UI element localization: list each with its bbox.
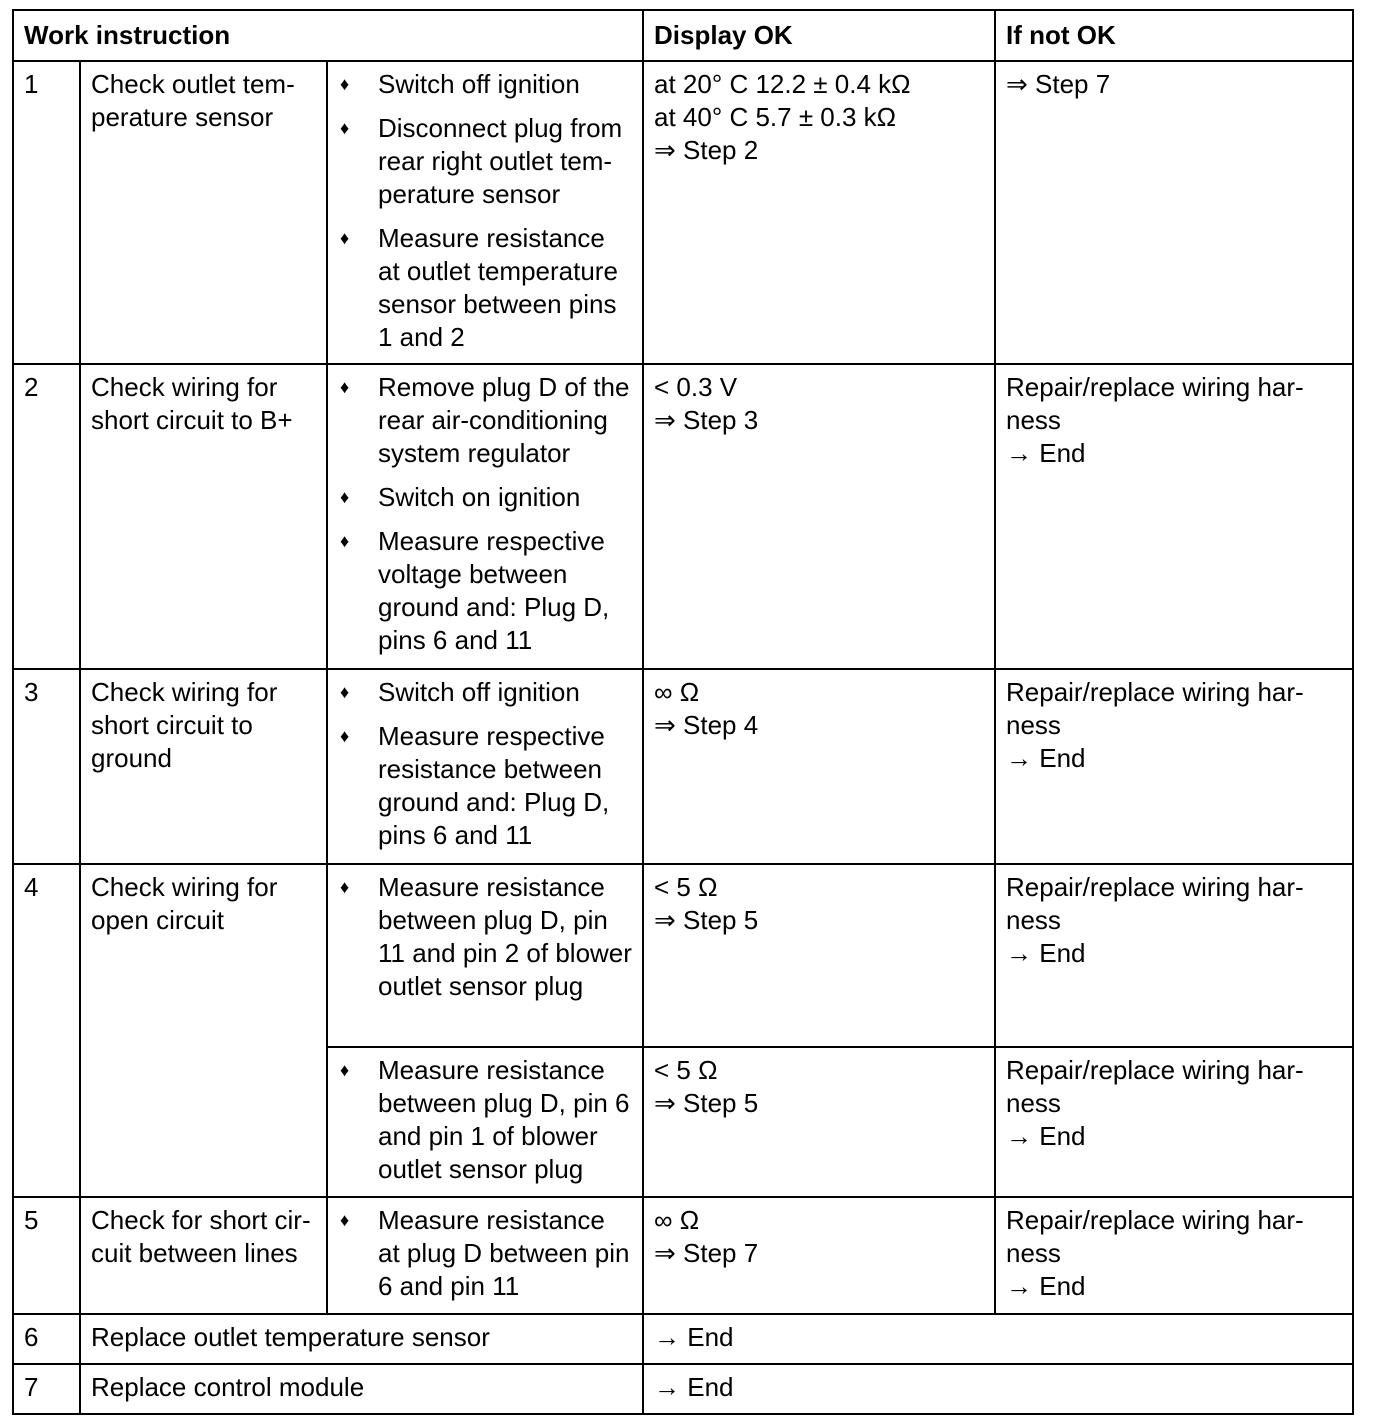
procedure-table	[12, 9, 1354, 1415]
instruction-item: ♦ Measure resistance between plug D, pin 6 and pin 1 of blower outlet sensor plug	[340, 1055, 630, 1184]
if-not-ok-value: ⇒ Step 7	[995, 61, 1353, 364]
step-instructions	[327, 61, 643, 364]
step-description: Check wiring for short circuit to ground	[80, 669, 327, 864]
instruction-item: ♦ Measure resistance between plug D, pin 11 and pin 2 of blower outlet sensor plug	[340, 872, 632, 1001]
instruction-item: ♦ Measure resistance at plug D between pin 6 and pin 11	[340, 1205, 630, 1301]
step-number: 5	[13, 1197, 80, 1314]
step-number: 3	[13, 669, 80, 864]
display-ok-value: ∞ Ω ⇒ Step 7	[643, 1197, 995, 1314]
step-description: Check wiring for open circuit	[80, 864, 327, 1197]
display-ok-value: at 20° C 12.2 ± 0.4 kΩ at 40° C 5.7 ± 0.3 kΩ ⇒ Step 2	[643, 61, 995, 364]
display-ok-value: ∞ Ω ⇒ Step 4	[643, 669, 995, 864]
display-ok-value: < 5 Ω ⇒ Step 5	[643, 1047, 995, 1197]
instruction-item: ♦ Switch on ignition	[340, 482, 581, 512]
header-display-ok: Display OK	[643, 10, 995, 61]
instruction-item: ♦ Measure respective voltage between ground and: Plug D, pins 6 and 11	[340, 526, 610, 655]
diamond-bullet-icon: ♦	[340, 1210, 350, 1230]
display-ok-value: < 5 Ω ⇒ Step 5	[643, 864, 995, 1047]
step-description: Check wiring for short circuit to B+	[80, 364, 327, 669]
step-row-3	[13, 669, 1353, 864]
if-not-ok-value: Repair/replace wiring har- ness → End	[995, 364, 1353, 669]
header-work-instruction: Work instruction	[13, 10, 643, 61]
step-row-7	[13, 1364, 1353, 1414]
diamond-bullet-icon: ♦	[340, 74, 350, 94]
step-row-5	[13, 1197, 1353, 1314]
if-not-ok-value: Repair/replace wiring har- ness → End	[995, 1197, 1353, 1314]
display-ok-value: < 0.3 V ⇒ Step 3	[643, 364, 995, 669]
step-description: Replace control module	[80, 1364, 643, 1414]
diamond-bullet-icon: ♦	[340, 487, 350, 507]
step-row-4	[13, 864, 1353, 1047]
step-instructions	[327, 1197, 643, 1314]
step-result: → End	[643, 1364, 1353, 1414]
diamond-bullet-icon: ♦	[340, 682, 350, 702]
instruction-item: ♦ Remove plug D of the rear air-conditioning system regulator	[340, 372, 630, 468]
step-instructions	[327, 1047, 643, 1197]
diamond-bullet-icon: ♦	[340, 228, 350, 248]
step-result: → End	[643, 1314, 1353, 1364]
if-not-ok-value: Repair/replace wiring har- ness → End	[995, 1047, 1353, 1197]
if-not-ok-value: Repair/replace wiring har- ness → End	[995, 669, 1353, 864]
diamond-bullet-icon: ♦	[340, 531, 350, 551]
step-description: Check outlet tem- perature sensor	[80, 61, 327, 364]
if-not-ok-value: Repair/replace wiring har- ness → End	[995, 864, 1353, 1047]
diamond-bullet-icon: ♦	[340, 118, 350, 138]
step-number: 2	[13, 364, 80, 669]
diamond-bullet-icon: ♦	[340, 377, 350, 397]
step-row-2	[13, 364, 1353, 669]
instruction-item: ♦ Measure respective resistance between ground and: Plug D, pins 6 and 11	[340, 721, 610, 850]
step-number: 4	[13, 864, 80, 1197]
header-row	[13, 10, 1353, 61]
step-number: 6	[13, 1314, 80, 1364]
step-row-6	[13, 1314, 1353, 1364]
instruction-item: ♦ Measure resistance at outlet temperature sensor between pins 1 and 2	[340, 223, 618, 352]
step-description: Replace outlet temperature sensor	[80, 1314, 643, 1364]
step-number: 7	[13, 1364, 80, 1414]
diamond-bullet-icon: ♦	[340, 877, 350, 897]
diamond-bullet-icon: ♦	[340, 726, 350, 746]
step-instructions	[327, 364, 643, 669]
step-description: Check for short cir- cuit between lines	[80, 1197, 327, 1314]
step-instructions	[327, 669, 643, 864]
header-if-not-ok: If not OK	[995, 10, 1353, 61]
step-number: 1	[13, 61, 80, 364]
instruction-item: ♦ Switch off ignition	[340, 69, 580, 99]
step-instructions	[327, 864, 643, 1047]
diamond-bullet-icon: ♦	[340, 1060, 350, 1080]
instruction-item: ♦ Switch off ignition	[340, 677, 580, 707]
step-row-1	[13, 61, 1353, 364]
instruction-item: ♦ Disconnect plug from rear right outlet tem- perature sensor	[340, 113, 623, 209]
